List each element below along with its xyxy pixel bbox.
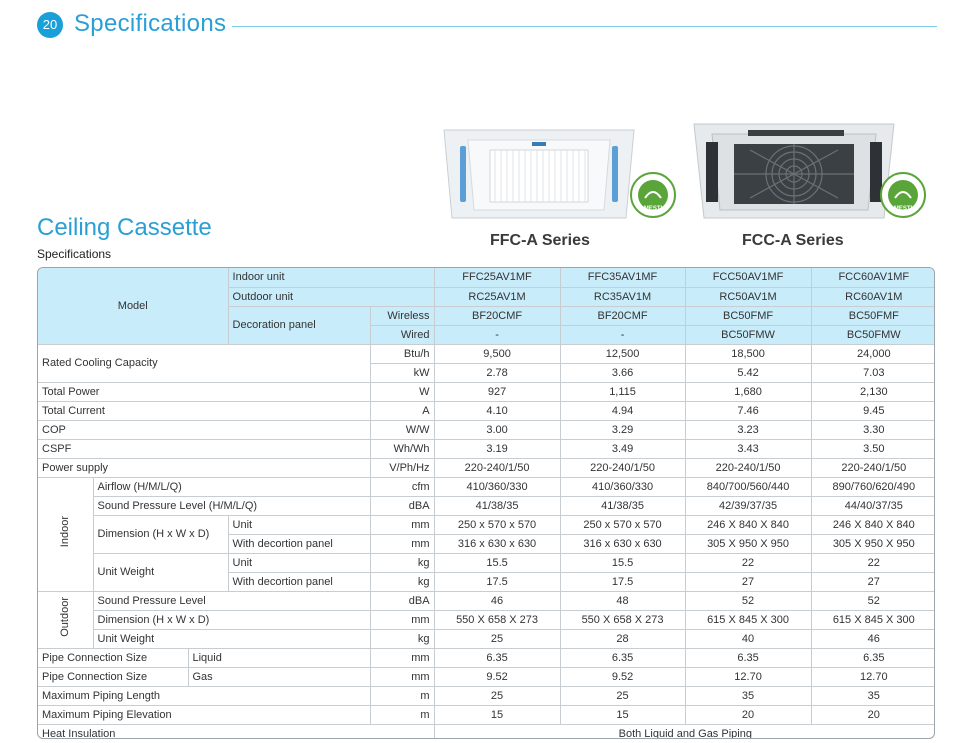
value-cell: 15 [434, 705, 560, 724]
table-row-outdoor-dimension [38, 610, 935, 629]
outdoor-unit-label: Outdoor unit [228, 287, 434, 306]
table-row-indoor-dimension-unit [38, 515, 935, 534]
mesti-badge-text-b: MESTI [893, 206, 913, 212]
unit-cell: mm [370, 610, 434, 629]
value-cell: 3.66 [560, 363, 685, 382]
value-cell: 250 x 570 x 570 [560, 515, 685, 534]
value-cell: 3.50 [811, 439, 935, 458]
value-cell: 25 [434, 629, 560, 648]
sub-label: Liquid [188, 648, 370, 667]
value-cell: 220-240/1/50 [560, 458, 685, 477]
table-row-heat-insulation [38, 724, 935, 739]
value-cell: 41/38/35 [434, 496, 560, 515]
value-cell: 25 [560, 686, 685, 705]
value-cell: 316 x 630 x 630 [560, 534, 685, 553]
value-cell: 35 [685, 686, 811, 705]
value-cell: 2,130 [811, 382, 935, 401]
sub-label: With decortion panel [228, 534, 370, 553]
unit-cell: mm [370, 667, 434, 686]
unit-cell: m [370, 705, 434, 724]
indoor-unit-model: FCC60AV1MF [811, 268, 935, 287]
decoration-panel-label: Decoration panel [228, 306, 370, 344]
table-row-indoor-sound [38, 496, 935, 515]
value-cell: 48 [560, 591, 685, 610]
row-label: Sound Pressure Level (H/M/L/Q) [93, 496, 370, 515]
panel-wired-model: BC50FMW [685, 325, 811, 344]
value-cell: 1,115 [560, 382, 685, 401]
value-cell: 22 [685, 553, 811, 572]
table-row-power-supply [38, 458, 935, 477]
sub-label: Gas [188, 667, 370, 686]
value-cell: 42/39/37/35 [685, 496, 811, 515]
row-label: Airflow (H/M/L/Q) [93, 477, 370, 496]
series-label-ffc: FFC-A Series [490, 232, 590, 249]
value-cell: 44/40/37/35 [811, 496, 935, 515]
value-cell: 3.00 [434, 420, 560, 439]
value-cell: 25 [434, 686, 560, 705]
table-row-indoor-weight-unit [38, 553, 935, 572]
value-cell: 9,500 [434, 344, 560, 363]
row-label: Dimension (H x W x D) [93, 515, 228, 553]
value-cell: 220-240/1/50 [434, 458, 560, 477]
row-label: Pipe Connection Size [38, 648, 188, 667]
table-row-outdoor-sound [38, 591, 935, 610]
value-cell: 316 x 630 x 630 [434, 534, 560, 553]
value-cell: 840/700/560/440 [685, 477, 811, 496]
unit-cell: dBA [370, 591, 434, 610]
table-row-indoor-airflow [38, 477, 935, 496]
unit-cell: A [370, 401, 434, 420]
row-label: Power supply [38, 458, 370, 477]
value-cell: 927 [434, 382, 560, 401]
row-label: Pipe Connection Size [38, 667, 188, 686]
unit-cell: cfm [370, 477, 434, 496]
unit-cell: Btu/h [370, 344, 434, 363]
value-cell: 52 [811, 591, 935, 610]
panel-wired-model: - [434, 325, 560, 344]
indoor-group-label [38, 477, 93, 591]
value-cell: 12,500 [560, 344, 685, 363]
value-cell: 6.35 [685, 648, 811, 667]
panel-wireless-model: BF20CMF [560, 306, 685, 325]
value-cell: 9.52 [560, 667, 685, 686]
row-label: Heat Insulation [38, 724, 434, 739]
panel-wired-model: - [560, 325, 685, 344]
value-cell: 5.42 [685, 363, 811, 382]
row-label: COP [38, 420, 370, 439]
unit-cell: mm [370, 534, 434, 553]
value-cell: 28 [560, 629, 685, 648]
table-row-max-elevation [38, 705, 935, 724]
value-cell: 6.35 [434, 648, 560, 667]
unit-cell: dBA [370, 496, 434, 515]
unit-cell: W [370, 382, 434, 401]
value-cell: 46 [434, 591, 560, 610]
table-row-outdoor-weight [38, 629, 935, 648]
wireless-label: Wireless [370, 306, 434, 325]
unit-cell: Wh/Wh [370, 439, 434, 458]
value-cell: 7.03 [811, 363, 935, 382]
unit-cell: kW [370, 363, 434, 382]
wired-label: Wired [370, 325, 434, 344]
header-divider [232, 26, 937, 27]
value-cell: 3.19 [434, 439, 560, 458]
value-cell: 4.10 [434, 401, 560, 420]
value-cell: 890/760/620/490 [811, 477, 935, 496]
unit-cell: kg [370, 629, 434, 648]
value-cell: 27 [685, 572, 811, 591]
value-cell: 27 [811, 572, 935, 591]
indoor-unit-model: FFC25AV1MF [434, 268, 560, 287]
page-title: Specifications [74, 10, 227, 37]
value-cell: 35 [811, 686, 935, 705]
indoor-unit-label: Indoor unit [228, 268, 434, 287]
value-cell: 17.5 [434, 572, 560, 591]
value-cell: Both Liquid and Gas Piping [434, 724, 935, 739]
row-label: CSPF [38, 439, 370, 458]
value-cell: 410/360/330 [560, 477, 685, 496]
value-cell: 6.35 [560, 648, 685, 667]
value-cell: 3.29 [560, 420, 685, 439]
value-cell: 3.43 [685, 439, 811, 458]
outdoor-unit-model: RC35AV1M [560, 287, 685, 306]
value-cell: 7.46 [685, 401, 811, 420]
mesti-halal-badge-icon [880, 172, 926, 218]
sub-label: Unit [228, 553, 370, 572]
table-row-pipe-liquid [38, 648, 935, 667]
table-row-max-length [38, 686, 935, 705]
value-cell: 2.78 [434, 363, 560, 382]
indoor-unit-model: FCC50AV1MF [685, 268, 811, 287]
table-row-cop [38, 420, 935, 439]
unit-cell: kg [370, 553, 434, 572]
table-row-cspf [38, 439, 935, 458]
table-row-indoor-unit [38, 268, 935, 287]
panel-wireless-model: BF20CMF [434, 306, 560, 325]
value-cell: 550 X 658 X 273 [560, 610, 685, 629]
row-label: Total Power [38, 382, 370, 401]
value-cell: 52 [685, 591, 811, 610]
value-cell: 250 x 570 x 570 [434, 515, 560, 534]
outdoor-group-label [38, 591, 93, 648]
sub-label: With decortion panel [228, 572, 370, 591]
row-label: Unit Weight [93, 553, 228, 591]
value-cell: 12.70 [685, 667, 811, 686]
row-label: Unit Weight [93, 629, 370, 648]
value-cell: 305 X 950 X 950 [685, 534, 811, 553]
outdoor-unit-model: RC25AV1M [434, 287, 560, 306]
section-subtitle: Specifications [37, 247, 112, 261]
value-cell: 17.5 [560, 572, 685, 591]
value-cell: 410/360/330 [434, 477, 560, 496]
unit-cell: W/W [370, 420, 434, 439]
value-cell: 22 [811, 553, 935, 572]
value-cell: 1,680 [685, 382, 811, 401]
table-row-pipe-gas [38, 667, 935, 686]
outdoor-unit-model: RC60AV1M [811, 287, 935, 306]
row-label: Sound Pressure Level [93, 591, 370, 610]
value-cell: 246 X 840 X 840 [811, 515, 935, 534]
value-cell: 3.23 [685, 420, 811, 439]
value-cell: 246 X 840 X 840 [685, 515, 811, 534]
value-cell: 15.5 [560, 553, 685, 572]
value-cell: 550 X 658 X 273 [434, 610, 560, 629]
table-row-cooling-btu [38, 344, 935, 363]
row-label: Maximum Piping Elevation [38, 705, 370, 724]
spec-table [38, 268, 935, 739]
value-cell: 40 [685, 629, 811, 648]
value-cell: 220-240/1/50 [685, 458, 811, 477]
value-cell: 6.35 [811, 648, 935, 667]
rated-cooling-label: Rated Cooling Capacity [38, 344, 370, 382]
row-label: Dimension (H x W x D) [93, 610, 370, 629]
value-cell: 12.70 [811, 667, 935, 686]
value-cell: 41/38/35 [560, 496, 685, 515]
unit-cell: m [370, 686, 434, 705]
spec-table-container [37, 267, 935, 739]
mesti-badge-text-a: MESTI [643, 206, 663, 212]
value-cell: 18,500 [685, 344, 811, 363]
page-number-badge: 20 [37, 12, 63, 38]
outdoor-unit-model: RC50AV1M [685, 287, 811, 306]
section-title: Ceiling Cassette [37, 214, 212, 241]
unit-cell: V/Ph/Hz [370, 458, 434, 477]
unit-cell: mm [370, 515, 434, 534]
value-cell: 9.52 [434, 667, 560, 686]
value-cell: 15 [560, 705, 685, 724]
value-cell: 305 X 950 X 950 [811, 534, 935, 553]
value-cell: 20 [811, 705, 935, 724]
page-header [37, 12, 937, 40]
mesti-halal-badge-icon [630, 172, 676, 218]
value-cell: 9.45 [811, 401, 935, 420]
value-cell: 3.30 [811, 420, 935, 439]
panel-wireless-model: BC50FMF [685, 306, 811, 325]
sub-label: Unit [228, 515, 370, 534]
value-cell: 220-240/1/50 [811, 458, 935, 477]
row-label: Maximum Piping Length [38, 686, 370, 705]
unit-cell: kg [370, 572, 434, 591]
panel-wireless-model: BC50FMF [811, 306, 935, 325]
model-label: Model [38, 268, 228, 344]
indoor-unit-model: FFC35AV1MF [560, 268, 685, 287]
value-cell: 3.49 [560, 439, 685, 458]
value-cell: 615 X 845 X 300 [811, 610, 935, 629]
panel-wired-model: BC50FMW [811, 325, 935, 344]
row-label: Total Current [38, 401, 370, 420]
indoor-group-text: Indoor [59, 515, 72, 548]
value-cell: 15.5 [434, 553, 560, 572]
value-cell: 4.94 [560, 401, 685, 420]
table-row-total-current [38, 401, 935, 420]
value-cell: 24,000 [811, 344, 935, 363]
value-cell: 615 X 845 X 300 [685, 610, 811, 629]
value-cell: 20 [685, 705, 811, 724]
value-cell: 46 [811, 629, 935, 648]
unit-cell: mm [370, 648, 434, 667]
table-row-total-power [38, 382, 935, 401]
outdoor-group-text: Outdoor [59, 597, 72, 637]
series-label-fcc: FCC-A Series [742, 232, 844, 249]
